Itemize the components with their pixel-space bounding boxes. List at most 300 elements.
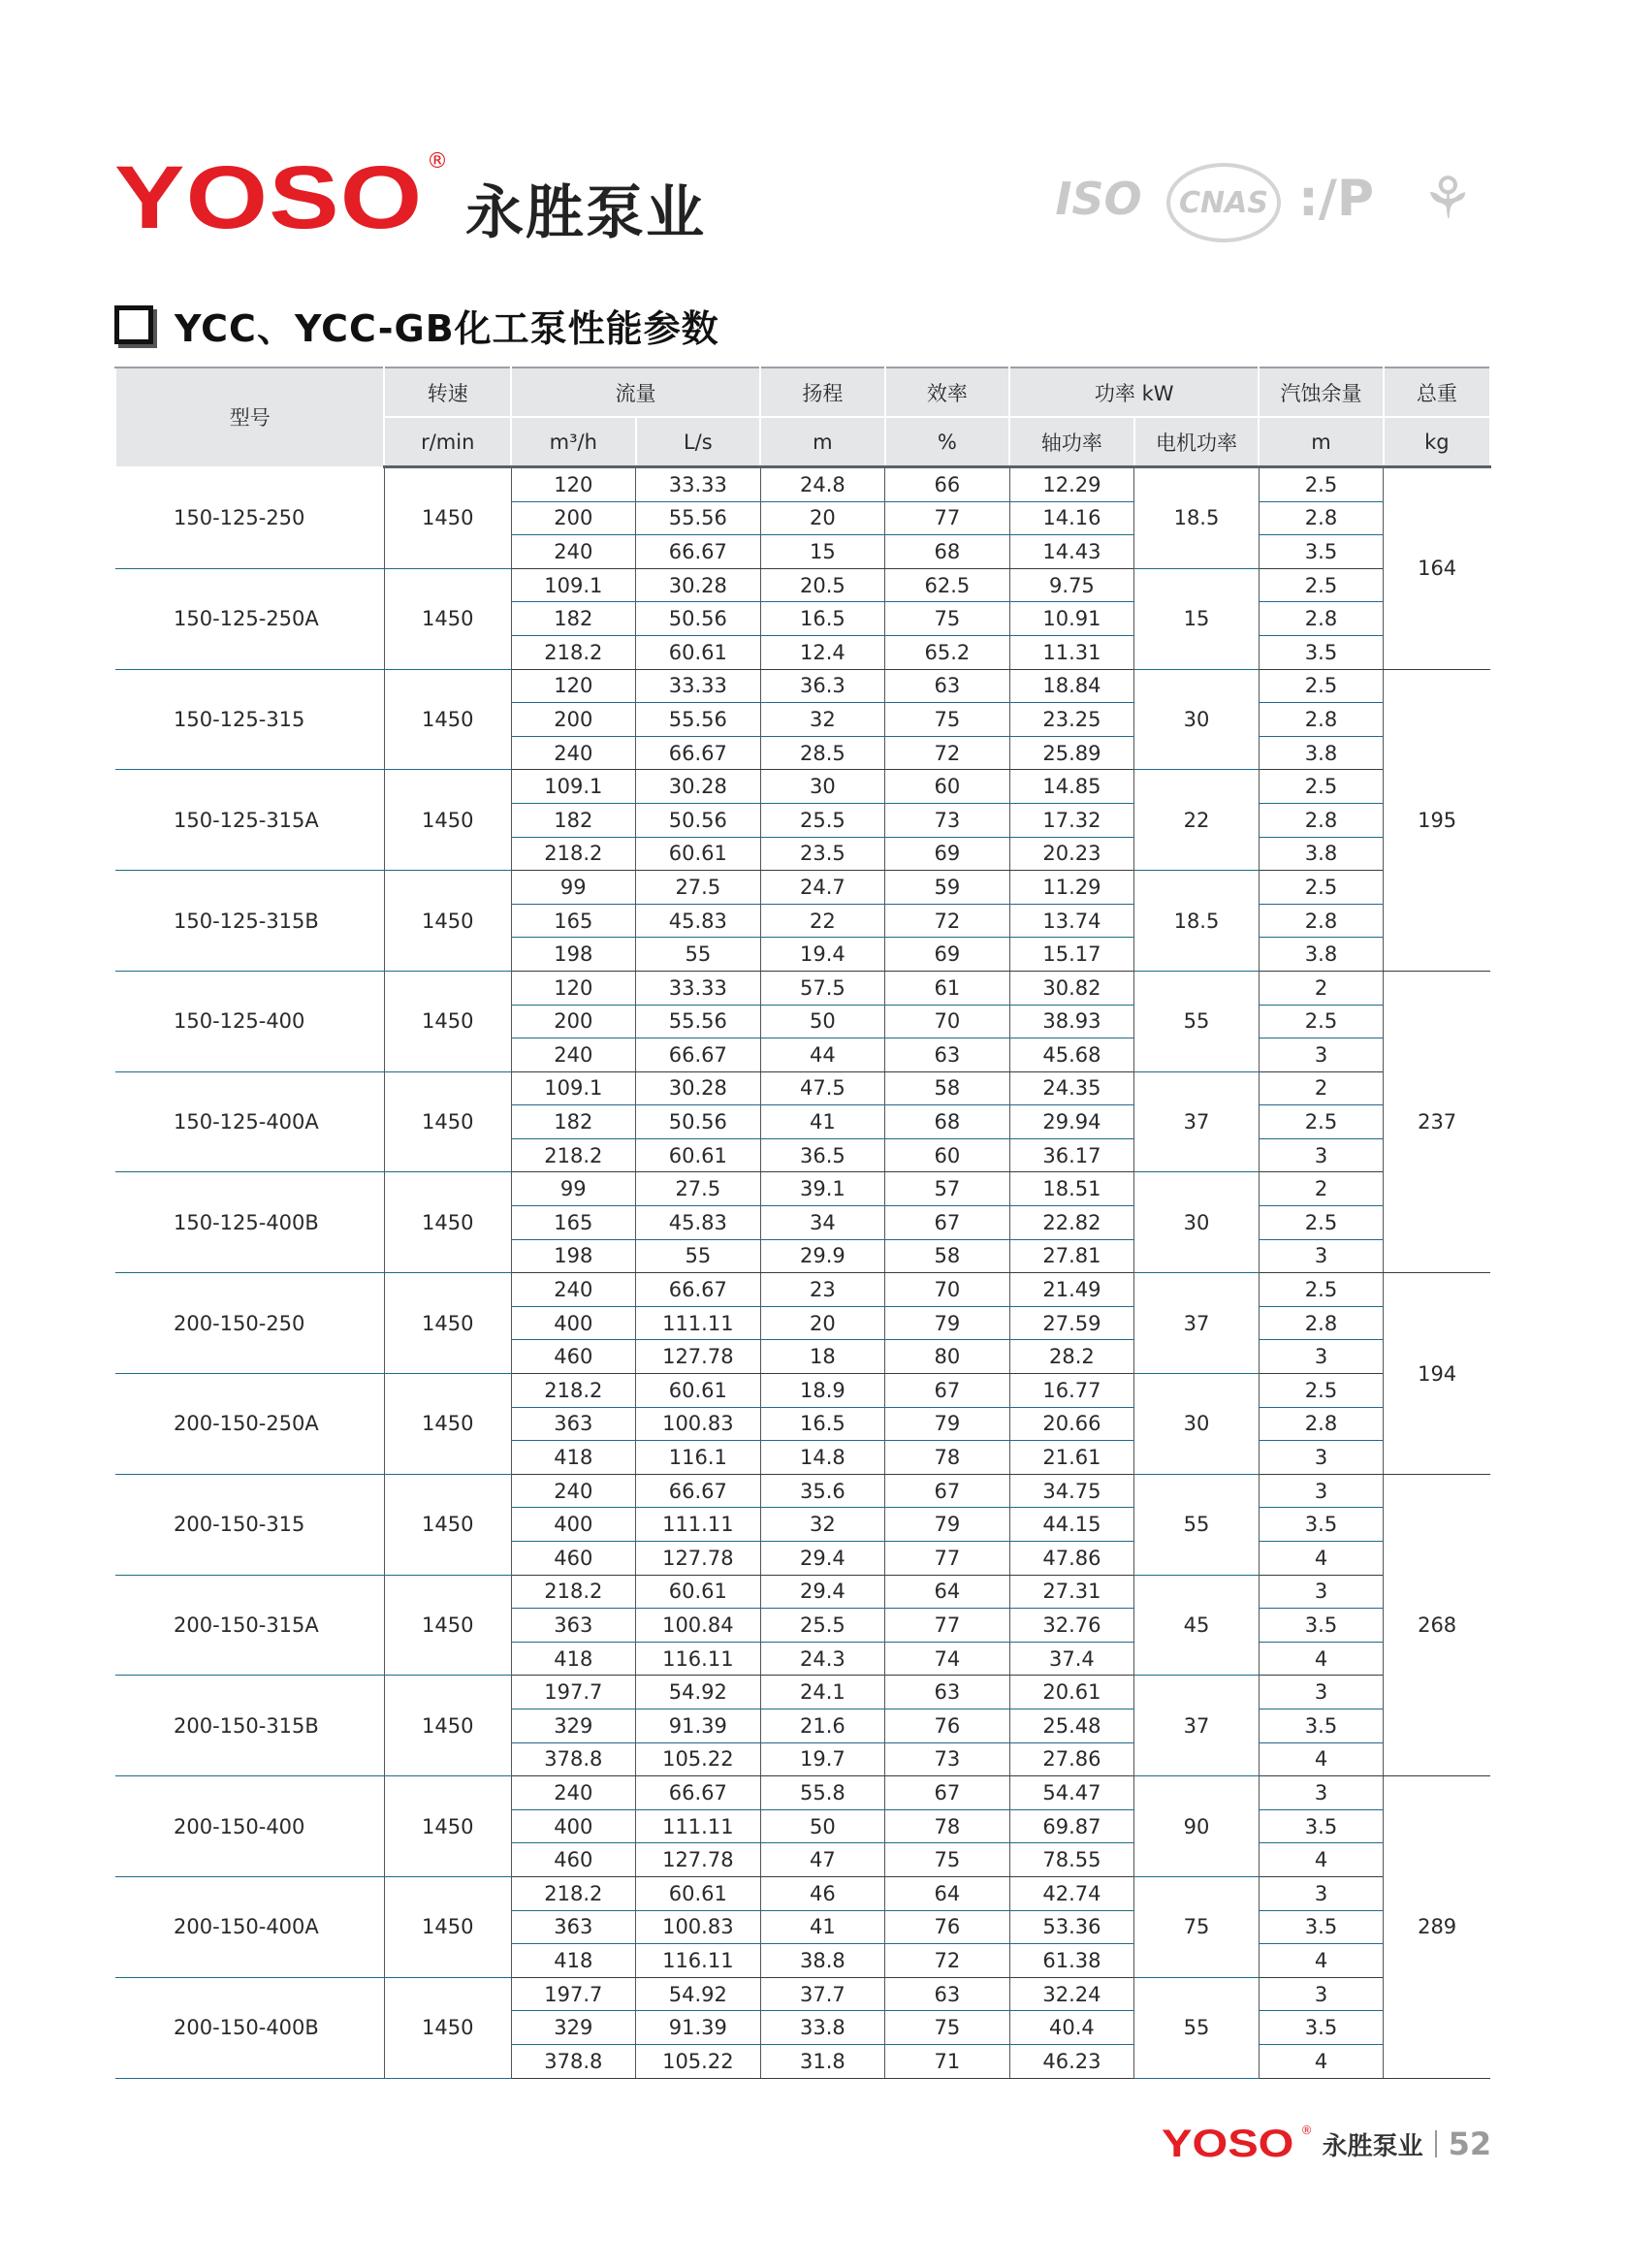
motor-power-cell: 37 [1134, 1676, 1260, 1776]
npsh-cell: 2.5 [1259, 1005, 1384, 1038]
npsh-cell: 2.8 [1259, 803, 1384, 837]
npsh-cell: 4 [1259, 1542, 1384, 1576]
npsh-cell: 3 [1259, 1575, 1384, 1609]
table-row [115, 669, 1490, 703]
head-cell: 21.6 [760, 1709, 885, 1742]
shaft-power-cell: 16.77 [1009, 1374, 1134, 1408]
npsh-cell: 3.5 [1259, 1709, 1384, 1742]
flow-ls-cell: 127.78 [636, 1340, 761, 1374]
iso-cert-icon: ISO [1055, 173, 1142, 225]
efficiency-cell: 67 [885, 1374, 1010, 1408]
shaft-power-cell: 20.23 [1009, 837, 1134, 871]
flow-ls-cell: 66.67 [636, 1776, 761, 1810]
flow-m3h-cell: 363 [511, 1609, 636, 1643]
head-cell: 23 [760, 1273, 885, 1307]
flow-ls-cell: 100.83 [636, 1407, 761, 1441]
header-weight-unit: kg [1384, 417, 1490, 467]
table-body [115, 467, 1490, 2079]
npsh-cell: 2.8 [1259, 1306, 1384, 1340]
head-cell: 36.5 [760, 1138, 885, 1172]
flow-ls-cell: 30.28 [636, 770, 761, 804]
head-cell: 29.4 [760, 1575, 885, 1609]
shaft-power-cell: 11.31 [1009, 635, 1134, 669]
motor-power-cell: 55 [1134, 1977, 1260, 2078]
efficiency-cell: 61 [885, 971, 1010, 1005]
npsh-cell: 3 [1259, 1239, 1384, 1273]
table-row [115, 770, 1490, 804]
flow-ls-cell: 45.83 [636, 1206, 761, 1240]
shaft-power-cell: 25.89 [1009, 736, 1134, 770]
flow-m3h-cell: 240 [511, 1474, 636, 1508]
model-cell: 200-150-315 [115, 1474, 384, 1575]
flow-m3h-cell: 218.2 [511, 837, 636, 871]
efficiency-cell: 76 [885, 1910, 1010, 1944]
flow-m3h-cell: 197.7 [511, 1676, 636, 1709]
flow-m3h-cell: 460 [511, 1340, 636, 1374]
flow-ls-cell: 116.11 [636, 1642, 761, 1676]
efficiency-cell: 65.2 [885, 635, 1010, 669]
npsh-cell: 3 [1259, 1441, 1384, 1475]
speed-cell: 1450 [384, 669, 511, 770]
shaft-power-cell: 69.87 [1009, 1809, 1134, 1843]
flow-m3h-cell: 109.1 [511, 1071, 636, 1105]
header-head-unit: m [760, 417, 885, 467]
head-cell: 20 [760, 1306, 885, 1340]
flow-ls-cell: 91.39 [636, 1709, 761, 1742]
flow-m3h-cell: 218.2 [511, 1138, 636, 1172]
efficiency-cell: 64 [885, 1575, 1010, 1609]
footer-brand-name: 永胜泵业 [1322, 2131, 1423, 2161]
shaft-power-cell: 20.61 [1009, 1676, 1134, 1709]
table-row [115, 1776, 1490, 1810]
table-row [115, 1876, 1490, 1910]
efficiency-cell: 74 [885, 1642, 1010, 1676]
shaft-power-cell: 53.36 [1009, 1910, 1134, 1944]
flow-m3h-cell: 418 [511, 1441, 636, 1475]
efficiency-cell: 70 [885, 1273, 1010, 1307]
table-row [115, 1071, 1490, 1105]
flow-m3h-cell: 182 [511, 803, 636, 837]
efficiency-cell: 60 [885, 770, 1010, 804]
efficiency-cell: 60 [885, 1138, 1010, 1172]
shaft-power-cell: 17.32 [1009, 803, 1134, 837]
npsh-cell: 3.5 [1259, 1609, 1384, 1643]
efficiency-cell: 72 [885, 1944, 1010, 1978]
model-cell: 200-150-315A [115, 1575, 384, 1676]
npsh-cell: 3.5 [1259, 1508, 1384, 1542]
head-cell: 32 [760, 703, 885, 737]
npsh-cell: 3.5 [1259, 635, 1384, 669]
efficiency-cell: 78 [885, 1809, 1010, 1843]
shaft-power-cell: 27.59 [1009, 1306, 1134, 1340]
npsh-cell: 3 [1259, 1876, 1384, 1910]
flow-ls-cell: 111.11 [636, 1809, 761, 1843]
weight-cell: 164 [1384, 467, 1490, 670]
head-cell: 41 [760, 1105, 885, 1139]
head-cell: 29.9 [760, 1239, 885, 1273]
speed-cell: 1450 [384, 1071, 511, 1172]
cnas-cert-icon: CNAS [1166, 163, 1281, 242]
efficiency-cell: 63 [885, 1676, 1010, 1709]
shaft-power-cell: 32.24 [1009, 1977, 1134, 2011]
flow-ls-cell: 100.84 [636, 1609, 761, 1643]
npsh-cell: 2.5 [1259, 1374, 1384, 1408]
model-cell: 150-125-250A [115, 568, 384, 669]
shaft-power-cell: 12.29 [1009, 467, 1134, 502]
head-cell: 28.5 [760, 736, 885, 770]
flow-ls-cell: 30.28 [636, 1071, 761, 1105]
head-cell: 34 [760, 1206, 885, 1240]
model-cell: 200-150-250A [115, 1374, 384, 1475]
npsh-cell: 2.8 [1259, 1407, 1384, 1441]
head-cell: 35.6 [760, 1474, 885, 1508]
flow-ls-cell: 111.11 [636, 1306, 761, 1340]
flow-m3h-cell: 240 [511, 535, 636, 569]
flow-ls-cell: 60.61 [636, 1876, 761, 1910]
head-cell: 37.7 [760, 1977, 885, 2011]
head-cell: 15 [760, 535, 885, 569]
header-motor-power: 电机功率 [1134, 417, 1260, 467]
head-cell: 38.8 [760, 1944, 885, 1978]
header-npsh-unit: m [1259, 417, 1384, 467]
brand-logo: YOSO [114, 148, 424, 247]
flow-m3h-cell: 218.2 [511, 1575, 636, 1609]
page-header [114, 145, 1491, 252]
efficiency-cell: 69 [885, 837, 1010, 871]
flow-m3h-cell: 240 [511, 1273, 636, 1307]
model-cell: 200-150-315B [115, 1676, 384, 1776]
shaft-power-cell: 32.76 [1009, 1609, 1134, 1643]
flow-m3h-cell: 460 [511, 1542, 636, 1576]
npsh-cell: 3.8 [1259, 837, 1384, 871]
npsh-cell: 2.5 [1259, 467, 1384, 502]
npsh-cell: 4 [1259, 1944, 1384, 1978]
shaft-power-cell: 30.82 [1009, 971, 1134, 1005]
head-cell: 24.3 [760, 1642, 885, 1676]
shaft-power-cell: 27.31 [1009, 1575, 1134, 1609]
table-row [115, 1374, 1490, 1408]
efficiency-cell: 69 [885, 938, 1010, 972]
shaft-power-cell: 37.4 [1009, 1642, 1134, 1676]
footer-logo: YOSO [1162, 2122, 1294, 2165]
npsh-cell: 4 [1259, 1642, 1384, 1676]
efficiency-cell: 63 [885, 1977, 1010, 2011]
efficiency-cell: 75 [885, 602, 1010, 636]
npsh-cell: 2.5 [1259, 770, 1384, 804]
flow-ls-cell: 100.83 [636, 1910, 761, 1944]
npsh-cell: 2.5 [1259, 1273, 1384, 1307]
head-cell: 16.5 [760, 1407, 885, 1441]
shaft-power-cell: 18.51 [1009, 1172, 1134, 1206]
header-speed: 转速 [384, 367, 511, 417]
efficiency-cell: 66 [885, 467, 1010, 502]
speed-cell: 1450 [384, 1676, 511, 1776]
efficiency-cell: 68 [885, 1105, 1010, 1139]
shaft-power-cell: 40.4 [1009, 2011, 1134, 2045]
speed-cell: 1450 [384, 1575, 511, 1676]
motor-power-cell: 30 [1134, 669, 1260, 770]
npsh-cell: 3.5 [1259, 2011, 1384, 2045]
square-bullet-icon [114, 305, 153, 344]
flow-ls-cell: 60.61 [636, 1374, 761, 1408]
flow-m3h-cell: 197.7 [511, 1977, 636, 2011]
header-flow: 流量 [511, 367, 760, 417]
shaft-power-cell: 25.48 [1009, 1709, 1134, 1742]
shaft-power-cell: 24.35 [1009, 1071, 1134, 1105]
flow-ls-cell: 27.5 [636, 871, 761, 905]
efficiency-cell: 57 [885, 1172, 1010, 1206]
flow-m3h-cell: 165 [511, 904, 636, 938]
flow-ls-cell: 105.22 [636, 1742, 761, 1776]
head-cell: 30 [760, 770, 885, 804]
table-row [115, 871, 1490, 905]
header-weight: 总重 [1384, 367, 1490, 417]
npsh-cell: 3.5 [1259, 1910, 1384, 1944]
head-cell: 22 [760, 904, 885, 938]
flow-ls-cell: 66.67 [636, 736, 761, 770]
shaft-power-cell: 21.61 [1009, 1441, 1134, 1475]
efficiency-cell: 63 [885, 669, 1010, 703]
flow-ls-cell: 60.61 [636, 1138, 761, 1172]
shaft-power-cell: 61.38 [1009, 1944, 1134, 1978]
flow-m3h-cell: 109.1 [511, 568, 636, 602]
flow-m3h-cell: 400 [511, 1306, 636, 1340]
efficiency-cell: 63 [885, 1038, 1010, 1072]
npsh-cell: 3 [1259, 1977, 1384, 2011]
head-cell: 24.7 [760, 871, 885, 905]
page-number: 52 [1448, 2125, 1492, 2162]
shaft-power-cell: 27.81 [1009, 1239, 1134, 1273]
efficiency-cell: 77 [885, 1542, 1010, 1576]
flow-ls-cell: 66.67 [636, 535, 761, 569]
model-cell: 150-125-400B [115, 1172, 384, 1273]
npsh-cell: 3.5 [1259, 535, 1384, 569]
flow-m3h-cell: 182 [511, 602, 636, 636]
flow-m3h-cell: 200 [511, 703, 636, 737]
flow-m3h-cell: 418 [511, 1944, 636, 1978]
npsh-cell: 4 [1259, 2044, 1384, 2078]
head-cell: 19.4 [760, 938, 885, 972]
npsh-cell: 3 [1259, 1474, 1384, 1508]
flow-ls-cell: 55.56 [636, 1005, 761, 1038]
efficiency-cell: 70 [885, 1005, 1010, 1038]
flow-m3h-cell: 400 [511, 1508, 636, 1542]
efficiency-cell: 77 [885, 501, 1010, 535]
npsh-cell: 3 [1259, 1340, 1384, 1374]
flow-ls-cell: 60.61 [636, 1575, 761, 1609]
npsh-cell: 2.8 [1259, 904, 1384, 938]
npsh-cell: 2 [1259, 1071, 1384, 1105]
model-cell: 150-125-315 [115, 669, 384, 770]
table-row [115, 1172, 1490, 1206]
npsh-cell: 3.8 [1259, 736, 1384, 770]
npsh-cell: 4 [1259, 1843, 1384, 1877]
speed-cell: 1450 [384, 871, 511, 972]
shaft-power-cell: 34.75 [1009, 1474, 1134, 1508]
npsh-cell: 4 [1259, 1742, 1384, 1776]
shaft-power-cell: 14.16 [1009, 501, 1134, 535]
shaft-power-cell: 23.25 [1009, 703, 1134, 737]
shaft-power-cell: 22.82 [1009, 1206, 1134, 1240]
head-cell: 46 [760, 1876, 885, 1910]
head-cell: 41 [760, 1910, 885, 1944]
motor-power-cell: 30 [1134, 1374, 1260, 1475]
head-cell: 32 [760, 1508, 885, 1542]
flow-ls-cell: 116.1 [636, 1441, 761, 1475]
motor-power-cell: 75 [1134, 1876, 1260, 1977]
table-row [115, 1575, 1490, 1609]
npsh-cell: 2.5 [1259, 871, 1384, 905]
motor-power-cell: 37 [1134, 1071, 1260, 1172]
flow-m3h-cell: 218.2 [511, 635, 636, 669]
model-cell: 200-150-250 [115, 1273, 384, 1374]
efficiency-cell: 77 [885, 1609, 1010, 1643]
efficiency-cell: 59 [885, 871, 1010, 905]
header-flow-ls: L/s [636, 417, 761, 467]
flow-m3h-cell: 218.2 [511, 1876, 636, 1910]
header-eff-unit: % [885, 417, 1010, 467]
section-heading [114, 296, 719, 354]
flow-m3h-cell: 418 [511, 1642, 636, 1676]
speed-cell: 1450 [384, 1776, 511, 1877]
flow-ls-cell: 55.56 [636, 703, 761, 737]
flow-m3h-cell: 378.8 [511, 1742, 636, 1776]
head-cell: 25.5 [760, 803, 885, 837]
head-cell: 55.8 [760, 1776, 885, 1810]
npsh-cell: 2 [1259, 971, 1384, 1005]
head-cell: 23.5 [760, 837, 885, 871]
table-row [115, 1273, 1490, 1307]
flow-ls-cell: 66.67 [636, 1038, 761, 1072]
shaft-power-cell: 9.75 [1009, 568, 1134, 602]
flow-ls-cell: 91.39 [636, 2011, 761, 2045]
table-row [115, 1977, 1490, 2011]
section-title: YCC、YCC-GB化工泵性能参数 [175, 306, 719, 350]
npsh-cell: 3 [1259, 1776, 1384, 1810]
performance-table [114, 367, 1491, 2079]
npsh-cell: 2.5 [1259, 1105, 1384, 1139]
table-row [115, 1474, 1490, 1508]
head-cell: 12.4 [760, 635, 885, 669]
shaft-power-cell: 18.84 [1009, 669, 1134, 703]
header-head: 扬程 [760, 367, 885, 417]
efficiency-cell: 75 [885, 703, 1010, 737]
motor-power-cell: 15 [1134, 568, 1260, 669]
head-cell: 14.8 [760, 1441, 885, 1475]
efficiency-cell: 79 [885, 1508, 1010, 1542]
motor-power-cell: 55 [1134, 971, 1260, 1071]
efficiency-cell: 67 [885, 1206, 1010, 1240]
motor-power-cell: 30 [1134, 1172, 1260, 1273]
npsh-cell: 3 [1259, 1038, 1384, 1072]
flow-m3h-cell: 120 [511, 467, 636, 502]
shaft-power-cell: 28.2 [1009, 1340, 1134, 1374]
brand-name: 永胜泵业 [465, 179, 706, 247]
head-cell: 50 [760, 1005, 885, 1038]
table-row [115, 568, 1490, 602]
speed-cell: 1450 [384, 1273, 511, 1374]
head-cell: 47.5 [760, 1071, 885, 1105]
weight-cell: 289 [1384, 1776, 1490, 2078]
flow-m3h-cell: 240 [511, 1038, 636, 1072]
head-cell: 36.3 [760, 669, 885, 703]
flow-m3h-cell: 165 [511, 1206, 636, 1240]
speed-cell: 1450 [384, 971, 511, 1071]
flow-m3h-cell: 198 [511, 938, 636, 972]
model-cell: 200-150-400 [115, 1776, 384, 1877]
shaft-power-cell: 78.55 [1009, 1843, 1134, 1877]
head-cell: 29.4 [760, 1542, 885, 1576]
flow-ls-cell: 66.67 [636, 1474, 761, 1508]
head-cell: 16.5 [760, 602, 885, 636]
registered-mark: ® [427, 149, 448, 174]
head-cell: 18.9 [760, 1374, 885, 1408]
speed-cell: 1450 [384, 1876, 511, 1977]
shaft-power-cell: 44.15 [1009, 1508, 1134, 1542]
efficiency-cell: 79 [885, 1306, 1010, 1340]
flow-m3h-cell: 218.2 [511, 1374, 636, 1408]
header-speed-unit: r/min [384, 417, 511, 467]
efficiency-cell: 78 [885, 1441, 1010, 1475]
efficiency-cell: 71 [885, 2044, 1010, 2078]
model-cell: 150-125-315B [115, 871, 384, 972]
header-shaft-power: 轴功率 [1009, 417, 1134, 467]
flow-m3h-cell: 400 [511, 1809, 636, 1843]
weight-cell: 237 [1384, 971, 1490, 1272]
flow-m3h-cell: 200 [511, 1005, 636, 1038]
weight-cell: 195 [1384, 669, 1490, 971]
motor-power-cell: 18.5 [1134, 467, 1260, 569]
speed-cell: 1450 [384, 1977, 511, 2078]
npsh-cell: 3 [1259, 1676, 1384, 1709]
flow-ls-cell: 54.92 [636, 1676, 761, 1709]
table-row [115, 1676, 1490, 1709]
table-row [115, 467, 1490, 502]
efficiency-cell: 80 [885, 1340, 1010, 1374]
shaft-power-cell: 46.23 [1009, 2044, 1134, 2078]
efficiency-cell: 72 [885, 736, 1010, 770]
head-cell: 47 [760, 1843, 885, 1877]
flow-ls-cell: 33.33 [636, 971, 761, 1005]
shaft-power-cell: 29.94 [1009, 1105, 1134, 1139]
flow-ls-cell: 45.83 [636, 904, 761, 938]
npsh-cell: 3.8 [1259, 938, 1384, 972]
flow-ls-cell: 55.56 [636, 501, 761, 535]
head-cell: 57.5 [760, 971, 885, 1005]
npsh-cell: 3.5 [1259, 1809, 1384, 1843]
weight-cell: 194 [1384, 1273, 1490, 1475]
flow-ls-cell: 127.78 [636, 1542, 761, 1576]
shaft-power-cell: 45.68 [1009, 1038, 1134, 1072]
lab-cert-icon: :/P [1298, 170, 1374, 228]
flow-ls-cell: 33.33 [636, 669, 761, 703]
model-cell: 150-125-250 [115, 467, 384, 569]
header-model: 型号 [115, 367, 384, 467]
efficiency-cell: 62.5 [885, 568, 1010, 602]
model-cell: 200-150-400B [115, 1977, 384, 2078]
flow-ls-cell: 54.92 [636, 1977, 761, 2011]
npsh-cell: 3 [1259, 1138, 1384, 1172]
weight-cell: 268 [1384, 1474, 1490, 1775]
model-cell: 200-150-400A [115, 1876, 384, 1977]
npsh-cell: 2.5 [1259, 669, 1384, 703]
head-cell: 39.1 [760, 1172, 885, 1206]
head-cell: 24.8 [760, 467, 885, 502]
model-cell: 150-125-400A [115, 1071, 384, 1172]
efficiency-cell: 72 [885, 904, 1010, 938]
head-cell: 50 [760, 1809, 885, 1843]
head-cell: 33.8 [760, 2011, 885, 2045]
